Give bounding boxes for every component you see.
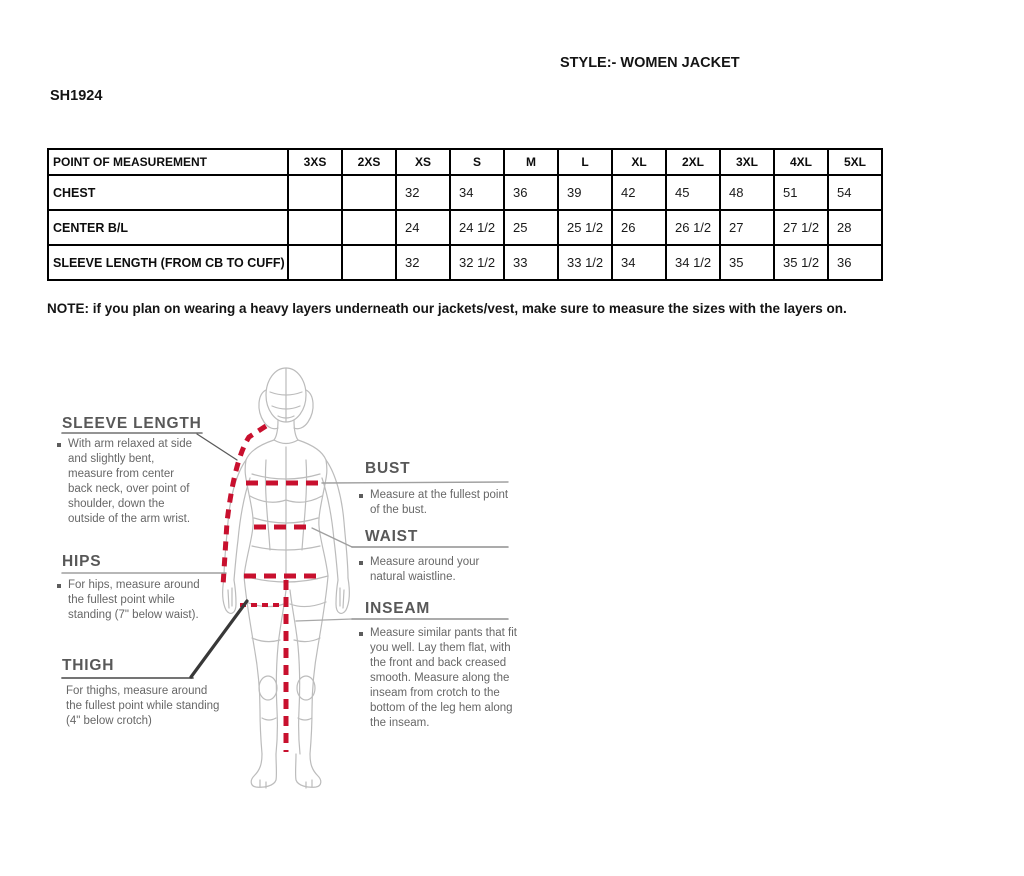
sleeve-leader-line: [197, 434, 237, 460]
size-table-body: [48, 175, 882, 280]
size-value-cell: 42: [612, 175, 666, 210]
size-value-cell: 26: [612, 210, 666, 245]
size-value-cell: 36: [828, 245, 882, 280]
col-header-size-4xl: 4XL: [774, 149, 828, 175]
col-header-size-l: L: [558, 149, 612, 175]
row-label: CHEST: [48, 175, 288, 210]
size-value-cell: 27 1/2: [774, 210, 828, 245]
row-label: SLEEVE LENGTH (FROM CB TO CUFF): [48, 245, 288, 280]
thigh-description: For thighs, measure around the fullest point while standing (4" below crotch): [66, 685, 220, 727]
inseam-bullet-icon: [359, 632, 363, 636]
size-value-cell: 25 1/2: [558, 210, 612, 245]
hips-title: HIPS: [62, 553, 102, 570]
size-value-cell: 34: [450, 175, 504, 210]
size-value-cell: 32 1/2: [450, 245, 504, 280]
size-value-cell: [288, 245, 342, 280]
inseam-description: Measure similar pants that fit you well. Lay them flat, with the front and back creased smooth. Measure along the inseam from crotch to the bottom of the leg hem along the inseam.: [370, 627, 518, 729]
size-value-cell: [342, 210, 396, 245]
size-value-cell: 27: [720, 210, 774, 245]
size-value-cell: [288, 175, 342, 210]
size-value-cell: [288, 210, 342, 245]
bust-description: Measure at the fullest point of the bust.: [370, 489, 509, 516]
size-value-cell: 25: [504, 210, 558, 245]
waist-description: Measure around your natural waistline.: [370, 556, 480, 583]
col-header-size-2xs: 2XS: [342, 149, 396, 175]
bust-bullet-icon: [359, 494, 363, 498]
size-value-cell: 36: [504, 175, 558, 210]
thigh-title: THIGH: [62, 657, 115, 674]
size-table: [47, 148, 883, 281]
col-header-size-xl: XL: [612, 149, 666, 175]
col-header-size-m: M: [504, 149, 558, 175]
size-value-cell: 35: [720, 245, 774, 280]
col-header-size-3xs: 3XS: [288, 149, 342, 175]
size-value-cell: 54: [828, 175, 882, 210]
size-value-cell: 33 1/2: [558, 245, 612, 280]
size-value-cell: 32: [396, 175, 450, 210]
col-header-size-2xl: 2XL: [666, 149, 720, 175]
sleeve-length-description: With arm relaxed at side and slightly bent, measure from center back neck, over point of shoulder, down the outside of the arm wrist.: [68, 438, 192, 525]
size-value-cell: 24 1/2: [450, 210, 504, 245]
size-value-cell: 45: [666, 175, 720, 210]
size-table-header: [48, 149, 882, 175]
waist-leader-line: [312, 528, 352, 547]
col-header-size-3xl: 3XL: [720, 149, 774, 175]
table-row: [48, 210, 882, 245]
hips-description: For hips, measure around the fullest point while standing (7" below waist).: [68, 579, 200, 621]
inseam-title: INSEAM: [365, 600, 431, 617]
waist-bullet-icon: [359, 561, 363, 565]
style-code: SH1924: [50, 88, 103, 104]
size-value-cell: 51: [774, 175, 828, 210]
size-table-container: [47, 148, 883, 281]
sleeve-length-bullet-icon: [57, 443, 61, 447]
size-value-cell: 39: [558, 175, 612, 210]
inseam-leader-line: [296, 619, 352, 621]
table-row: [48, 245, 882, 280]
col-header-size-xs: XS: [396, 149, 450, 175]
size-value-cell: 28: [828, 210, 882, 245]
measurement-guide-diagram: [40, 350, 540, 840]
bust-title-rule: [322, 482, 508, 483]
sleeve-length-title: SLEEVE LENGTH: [62, 415, 202, 432]
size-value-cell: 26 1/2: [666, 210, 720, 245]
size-value-cell: 24: [396, 210, 450, 245]
col-header-point-of-measurement: POINT OF MEASUREMENT: [48, 149, 288, 175]
size-value-cell: 35 1/2: [774, 245, 828, 280]
col-header-size-s: S: [450, 149, 504, 175]
bust-title: BUST: [365, 460, 411, 477]
style-title: STYLE:- WOMEN JACKET: [560, 55, 740, 71]
size-value-cell: [342, 245, 396, 280]
note-text: NOTE: if you plan on wearing a heavy layers underneath our jackets/vest, make sure to measure the sizes with the layers on.: [47, 301, 847, 316]
size-value-cell: 32: [396, 245, 450, 280]
hips-bullet-icon: [57, 584, 61, 588]
size-value-cell: 34: [612, 245, 666, 280]
size-value-cell: 33: [504, 245, 558, 280]
size-value-cell: 34 1/2: [666, 245, 720, 280]
table-row: [48, 175, 882, 210]
waist-title: WAIST: [365, 528, 419, 545]
row-label: CENTER B/L: [48, 210, 288, 245]
size-value-cell: [342, 175, 396, 210]
size-value-cell: 48: [720, 175, 774, 210]
col-header-size-5xl: 5XL: [828, 149, 882, 175]
header-row: [48, 149, 882, 175]
